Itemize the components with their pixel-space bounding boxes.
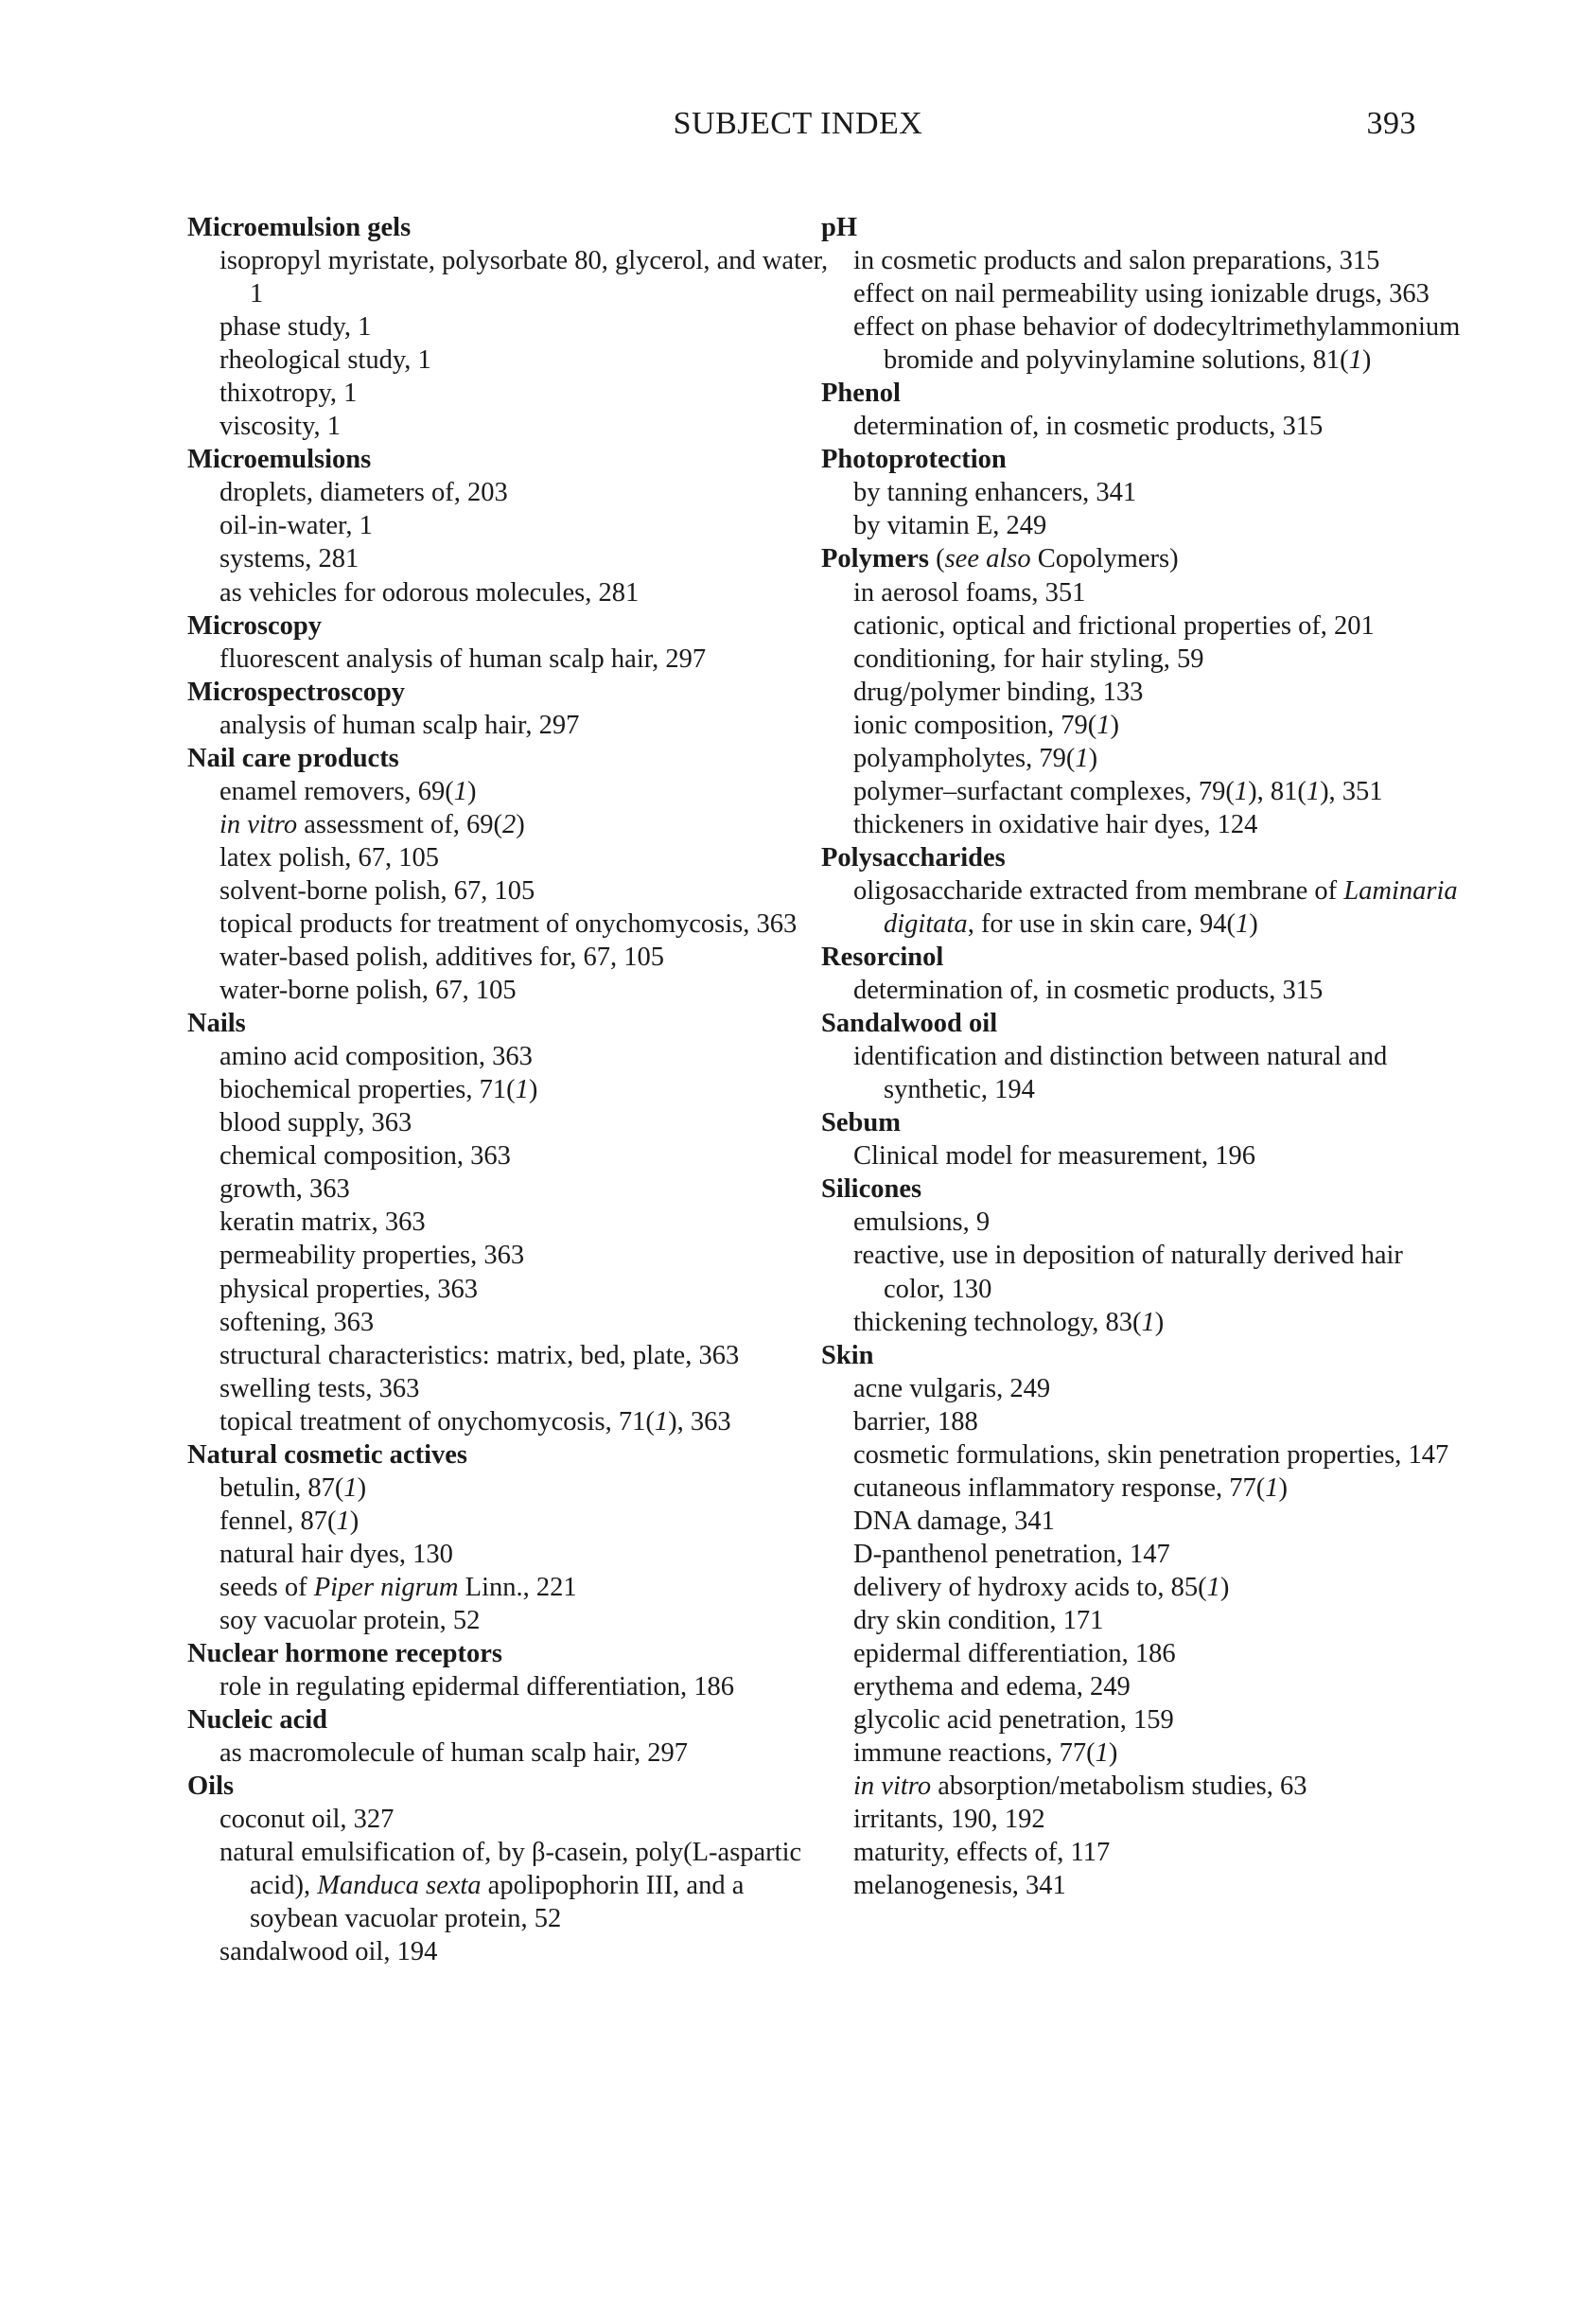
text-segment: coconut oil, 327: [219, 1805, 395, 1835]
index-entry: [187, 1438, 831, 1637]
text-segment: latex polish, 67, 105: [219, 842, 439, 872]
text-segment: polyampholytes, 79(: [853, 743, 1076, 773]
text-segment: Laminaria digitata: [884, 875, 1458, 939]
text-segment: ): [1110, 710, 1120, 740]
index-entry: [187, 1703, 831, 1770]
text-segment: structural characteristics: matrix, bed, plate, 363: [219, 1340, 740, 1370]
index-entry: [821, 443, 1464, 542]
index-heading-term: Microemulsion gels: [187, 213, 412, 242]
text-segment: permeability properties, 363: [219, 1241, 525, 1271]
text-segment: chemical composition, 363: [219, 1141, 511, 1172]
text-segment: 2: [501, 809, 517, 839]
index-subentry: [187, 1273, 831, 1306]
text-segment: 1: [1096, 710, 1111, 740]
text-segment: analysis of human scalp hair, 297: [219, 710, 580, 740]
index-heading: [821, 211, 1464, 244]
index-heading: [187, 676, 831, 709]
text-segment: see also: [944, 544, 1031, 574]
index-subentry: [821, 1040, 1464, 1106]
text-segment: by tanning enhancers, 341: [853, 478, 1137, 508]
index-heading: [821, 1106, 1464, 1139]
text-segment: keratin matrix, 363: [219, 1207, 426, 1238]
text-segment: natural hair dyes, 130: [219, 1539, 453, 1569]
index-heading-term: pH: [821, 213, 858, 242]
index-subentry: [187, 1670, 831, 1703]
text-segment: , for use in skin care, 94(: [967, 908, 1236, 939]
text-segment: ): [349, 1506, 360, 1536]
text-segment: erythema and edema, 249: [853, 1672, 1131, 1702]
text-segment: role in regulating epidermal differentiation, 186: [219, 1672, 734, 1702]
index-subentry: [821, 676, 1464, 709]
text-segment: ), 81(: [1248, 776, 1307, 806]
index-entry: [821, 1007, 1464, 1106]
text-segment: amino acid composition, 363: [219, 1042, 533, 1072]
index-subentry: [821, 1803, 1464, 1836]
text-segment: 1: [515, 1075, 529, 1105]
text-segment: physical properties, 363: [219, 1274, 479, 1304]
text-segment: 1: [336, 1506, 350, 1536]
text-segment: identification and distinction between natural and synthetic, 194: [853, 1042, 1388, 1105]
index-subentry: [821, 1869, 1464, 1902]
text-segment: thickeners in oxidative hair dyes, 124: [853, 809, 1258, 839]
index-column-left: [187, 211, 831, 1968]
index-heading: [821, 542, 1464, 575]
index-heading: [187, 1703, 831, 1736]
text-segment: ): [1088, 743, 1098, 773]
text-segment: drug/polymer binding, 133: [853, 677, 1144, 707]
index-subentry: [187, 1106, 831, 1139]
text-segment: 1: [1206, 1572, 1220, 1602]
index-heading-term: Microspectroscopy: [187, 677, 406, 707]
index-entry: [821, 377, 1464, 443]
running-title: SUBJECT INDEX: [673, 106, 923, 141]
index-subentry: [821, 1139, 1464, 1172]
text-segment: as vehicles for odorous molecules, 281: [219, 577, 640, 608]
index-subentry: [821, 1438, 1464, 1472]
index-subentry: [821, 643, 1464, 676]
text-segment: 1: [1095, 1738, 1109, 1769]
text-segment: ): [1219, 1572, 1230, 1602]
index-subentry: [821, 1306, 1464, 1339]
text-segment: in cosmetic products and salon preparations, 315: [853, 246, 1380, 276]
index-heading-term: Photoprotection: [821, 445, 1007, 475]
index-subentry: [821, 1538, 1464, 1571]
text-segment: melanogenesis, 341: [853, 1871, 1066, 1901]
text-segment: (: [928, 544, 945, 574]
index-heading: [187, 1438, 831, 1472]
text-segment: cationic, optical and frictional properties of, 201: [853, 610, 1375, 641]
index-subentry: [187, 1306, 831, 1339]
index-subentry: [187, 1736, 831, 1770]
index-heading: [187, 443, 831, 476]
index-subentry: [821, 1372, 1464, 1405]
index-subentry: [821, 576, 1464, 609]
index-heading-term: Nucleic acid: [187, 1705, 328, 1736]
text-segment: barrier, 188: [853, 1406, 978, 1437]
text-segment: effect on phase behavior of dodecyltrimethylammonium bromide and polyvinylamine solutions, 81(: [853, 312, 1461, 376]
index-subentry: [187, 476, 831, 509]
index-entry: [187, 1637, 831, 1703]
text-segment: ), 351: [1320, 776, 1383, 806]
index-heading-term: Nail care products: [187, 743, 399, 773]
text-segment: Piper nigrum: [313, 1572, 459, 1602]
text-segment: droplets, diameters of, 203: [219, 478, 508, 508]
index-subentry: [821, 277, 1464, 310]
index-subentry: [187, 310, 831, 344]
page-number: 393: [1366, 106, 1416, 141]
text-segment: in aerosol foams, 351: [853, 577, 1086, 608]
text-segment: 1: [1234, 776, 1249, 806]
text-segment: 1: [1348, 345, 1362, 376]
index-subentry: [187, 1405, 831, 1438]
text-segment: 1: [1306, 776, 1321, 806]
index-entry: [821, 941, 1464, 1007]
text-segment: 1: [453, 776, 467, 806]
index-heading: [187, 609, 831, 643]
index-subentry: [187, 841, 831, 874]
text-segment: ionic composition, 79(: [853, 710, 1097, 740]
index-heading: [821, 841, 1464, 874]
index-heading-term: Resorcinol: [821, 943, 944, 973]
index-entry: [187, 443, 831, 608]
text-segment: cutaneous inflammatory response, 77(: [853, 1472, 1266, 1503]
text-segment: acne vulgaris, 249: [853, 1373, 1051, 1403]
text-segment: delivery of hydroxy acids to, 85(: [853, 1572, 1207, 1602]
text-segment: 1: [1265, 1472, 1279, 1503]
index-subentry: [187, 244, 831, 310]
text-segment: in vitro: [853, 1771, 932, 1802]
text-segment: viscosity, 1: [219, 412, 341, 442]
text-segment: rheological study, 1: [219, 345, 431, 376]
text-segment: Manduca sexta: [317, 1871, 482, 1901]
index-subentry: [821, 1770, 1464, 1803]
index-subentry: [187, 542, 831, 575]
index-subentry: [187, 1206, 831, 1239]
index-heading: [821, 1339, 1464, 1372]
text-segment: softening, 363: [219, 1307, 375, 1337]
text-segment: ): [1154, 1307, 1165, 1337]
text-segment: emulsions, 9: [853, 1207, 991, 1238]
text-segment: solvent-borne polish, 67, 105: [219, 875, 535, 906]
index-heading-term: Microemulsions: [187, 445, 372, 475]
index-subentry: [821, 1239, 1464, 1305]
index-heading: [187, 742, 831, 775]
index-column-right: [821, 211, 1464, 1902]
text-segment: Copolymers): [1030, 544, 1179, 574]
text-segment: absorption/metabolism studies, 63: [931, 1771, 1307, 1802]
index-entry: [187, 1007, 831, 1438]
text-segment: cosmetic formulations, skin penetration properties, 147: [853, 1439, 1449, 1470]
text-segment: 1: [1141, 1307, 1155, 1337]
index-entry: [821, 1106, 1464, 1172]
index-entry: [187, 742, 831, 1007]
text-segment: ): [1278, 1472, 1289, 1503]
index-subentry: [187, 1505, 831, 1538]
index-subentry: [821, 1670, 1464, 1703]
text-segment: dry skin condition, 171: [853, 1605, 1104, 1635]
index-subentry: [821, 509, 1464, 542]
text-segment: 1: [1075, 743, 1089, 773]
index-heading-term: Silicones: [821, 1174, 922, 1205]
text-segment: ), 363: [668, 1406, 731, 1437]
index-subentry: [821, 874, 1464, 941]
text-segment: 1: [654, 1406, 669, 1437]
index-subentry: [187, 941, 831, 974]
text-segment: seeds of: [219, 1572, 314, 1602]
index-subentry: [821, 1505, 1464, 1538]
text-segment: swelling tests, 363: [219, 1373, 420, 1403]
text-segment: oligosaccharide extracted from membrane of: [853, 875, 1344, 906]
index-subentry: [821, 742, 1464, 775]
index-subentry: [821, 709, 1464, 742]
text-segment: biochemical properties, 71(: [219, 1075, 516, 1105]
text-segment: 1: [343, 1472, 358, 1503]
index-subentry: [821, 775, 1464, 808]
index-subentry: [187, 775, 831, 808]
text-segment: systems, 281: [219, 544, 360, 574]
index-subentry: [821, 808, 1464, 841]
index-heading: [187, 1637, 831, 1670]
index-subentry: [187, 410, 831, 443]
text-segment: reactive, use in deposition of naturally derived hair color, 130: [853, 1241, 1403, 1304]
text-segment: topical treatment of onychomycosis, 71(: [219, 1406, 655, 1437]
index-subentry: [187, 1836, 831, 1935]
index-subentry: [821, 1637, 1464, 1670]
index-entry: [187, 211, 831, 443]
text-segment: natural emulsification of, by β-casein, poly(L-aspartic acid),: [219, 1838, 802, 1901]
text-segment: betulin, 87(: [219, 1472, 344, 1503]
text-segment: fluorescent analysis of human scalp hair, 297: [219, 643, 707, 674]
text-segment: ): [1249, 908, 1258, 939]
index-heading-term: Polysaccharides: [821, 842, 1006, 872]
index-entry: [821, 1339, 1464, 1903]
index-heading-term: Phenol: [821, 379, 901, 409]
text-segment: Linn., 221: [458, 1572, 577, 1602]
index-subentry: [187, 908, 831, 941]
text-segment: ): [1361, 345, 1372, 376]
text-segment: phase study, 1: [219, 312, 372, 343]
index-subentry: [187, 1604, 831, 1637]
index-subentry: [187, 1339, 831, 1372]
index-subentry: [821, 1703, 1464, 1736]
index-subentry: [187, 1040, 831, 1073]
index-subentry: [187, 1239, 831, 1272]
text-segment: ): [1108, 1738, 1118, 1769]
text-segment: thixotropy, 1: [219, 379, 358, 409]
index-subentry: [821, 1604, 1464, 1637]
index-subentry: [187, 1571, 831, 1604]
index-subentry: [821, 476, 1464, 509]
index-heading: [821, 1172, 1464, 1206]
index-subentry: [187, 576, 831, 609]
index-subentry: [821, 310, 1464, 377]
text-segment: maturity, effects of, 117: [853, 1838, 1111, 1868]
index-entry: [821, 211, 1464, 377]
page-header: [0, 106, 1596, 153]
text-segment: ): [516, 809, 525, 839]
index-entry: [187, 609, 831, 676]
text-segment: 1: [1236, 908, 1250, 939]
index-subentry: [187, 874, 831, 908]
index-entry: [821, 841, 1464, 941]
index-subentry: [821, 410, 1464, 443]
index-heading: [821, 443, 1464, 476]
index-subentry: [187, 808, 831, 841]
text-segment: growth, 363: [219, 1174, 350, 1205]
index-heading: [821, 941, 1464, 974]
text-segment: thickening technology, 83(: [853, 1307, 1142, 1337]
index-subentry: [821, 1405, 1464, 1438]
text-segment: D-panthenol penetration, 147: [853, 1539, 1170, 1569]
index-subentry: [187, 709, 831, 742]
index-heading-term: Oils: [187, 1771, 235, 1802]
index-heading: [187, 1007, 831, 1040]
index-heading-term: Nuclear hormone receptors: [187, 1639, 502, 1669]
text-segment: isopropyl myristate, polysorbate 80, glycerol, and water, 1: [219, 246, 829, 309]
text-segment: enamel removers, 69(: [219, 776, 454, 806]
index-subentry: [187, 377, 831, 410]
text-segment: water-borne polish, 67, 105: [219, 976, 517, 1006]
text-segment: water-based polish, additives for, 67, 105: [219, 943, 665, 973]
text-segment: soy vacuolar protein, 52: [219, 1605, 481, 1635]
index-subentry: [821, 1571, 1464, 1604]
index-entry: [187, 676, 831, 742]
index-heading: [821, 377, 1464, 410]
text-segment: DNA damage, 341: [853, 1506, 1055, 1536]
text-segment: oil-in-water, 1: [219, 511, 373, 541]
text-segment: assessment of, 69(: [297, 809, 502, 839]
text-segment: sandalwood oil, 194: [219, 1937, 438, 1967]
index-heading-term: Sebum: [821, 1108, 901, 1138]
index-subentry: [821, 1206, 1464, 1239]
index-subentry: [187, 1139, 831, 1172]
index-heading-term: Sandalwood oil: [821, 1009, 998, 1039]
index-subentry: [187, 1073, 831, 1106]
index-heading: [187, 1770, 831, 1803]
index-heading-term: Natural cosmetic actives: [187, 1439, 467, 1470]
text-segment: by vitamin E, 249: [853, 511, 1047, 541]
text-segment: epidermal differentiation, 186: [853, 1639, 1176, 1669]
index-heading: [821, 1007, 1464, 1040]
index-heading-term: Nails: [187, 1009, 246, 1039]
text-segment: ): [466, 776, 477, 806]
text-segment: immune reactions, 77(: [853, 1738, 1096, 1769]
index-subentry: [821, 974, 1464, 1007]
index-subentry: [187, 1372, 831, 1405]
index-heading: [187, 211, 831, 244]
index-subentry: [187, 643, 831, 676]
text-segment: effect on nail permeability using ionizable drugs, 363: [853, 279, 1429, 309]
text-segment: determination of, in cosmetic products, 315: [853, 412, 1324, 442]
index-subentry: [821, 609, 1464, 643]
text-segment: Clinical model for measurement, 196: [853, 1141, 1256, 1172]
text-segment: as macromolecule of human scalp hair, 297: [219, 1738, 689, 1769]
text-segment: in vitro: [219, 809, 298, 839]
index-subentry: [187, 344, 831, 377]
index-subentry: [187, 1803, 831, 1836]
index-entry: [821, 1172, 1464, 1338]
text-segment: ): [357, 1472, 367, 1503]
index-subentry: [821, 1736, 1464, 1770]
text-segment: polymer–surfactant complexes, 79(: [853, 776, 1235, 806]
text-segment: ): [528, 1075, 538, 1105]
text-segment: fennel, 87(: [219, 1506, 337, 1536]
index-subentry: [821, 1836, 1464, 1869]
index-heading-term: Microscopy: [187, 610, 322, 641]
text-segment: conditioning, for hair styling, 59: [853, 643, 1204, 674]
index-subentry: [187, 1172, 831, 1206]
index-heading-term: Skin: [821, 1340, 874, 1370]
text-segment: blood supply, 363: [219, 1108, 412, 1138]
index-entry: [187, 1770, 831, 1968]
text-segment: irritants, 190, 192: [853, 1805, 1045, 1835]
index-subentry: [187, 1538, 831, 1571]
index-subentry: [187, 974, 831, 1007]
index-subentry: [187, 1935, 831, 1968]
text-segment: glycolic acid penetration, 159: [853, 1705, 1174, 1736]
text-segment: determination of, in cosmetic products, 315: [853, 976, 1324, 1006]
index-entry: [821, 542, 1464, 840]
text-segment: apolipophorin III, and a soybean vacuolar protein, 52: [250, 1871, 745, 1934]
index-subentry: [821, 244, 1464, 277]
index-heading-term: Polymers: [821, 544, 929, 574]
index-subentry: [821, 1472, 1464, 1505]
index-subentry: [187, 1472, 831, 1505]
text-segment: topical products for treatment of onychomycosis, 363: [219, 908, 798, 939]
index-subentry: [187, 509, 831, 542]
